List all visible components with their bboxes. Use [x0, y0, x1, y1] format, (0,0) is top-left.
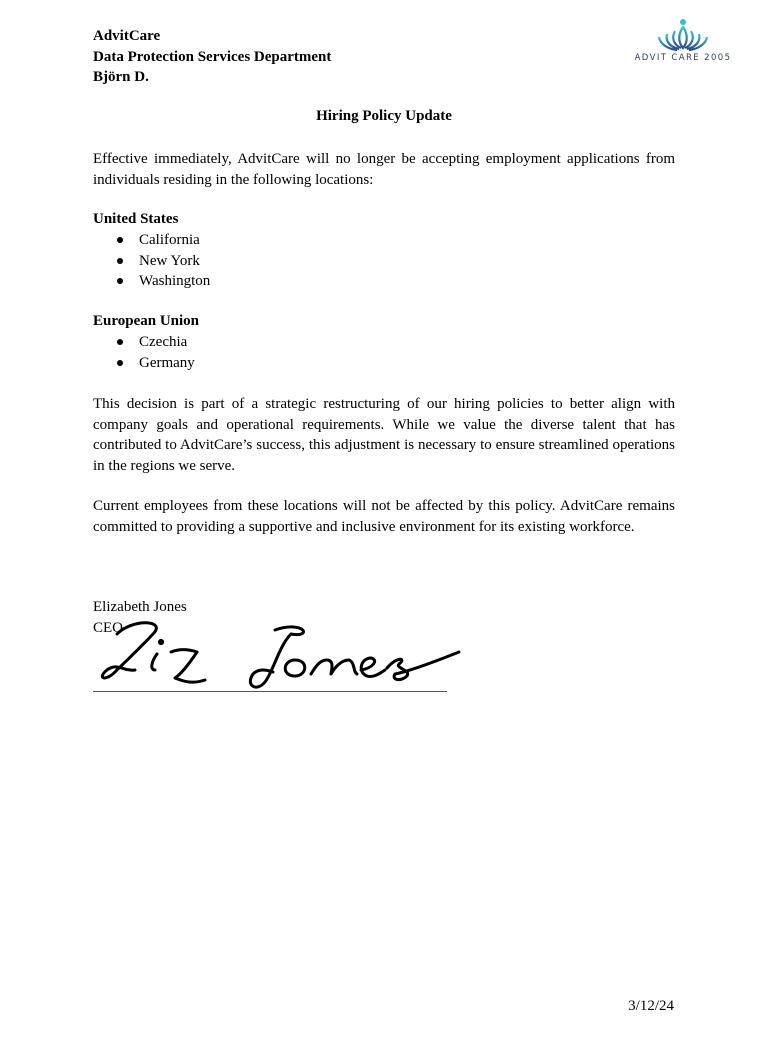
list-item: Czechia — [93, 332, 195, 353]
handwritten-signature — [95, 612, 465, 692]
logo-text: ADVIT CARE 2005 — [634, 53, 732, 63]
list-item: Washington — [93, 271, 210, 292]
sender-block — [93, 26, 331, 88]
body-paragraph: Current employees from these locations will not be affected by this policy. AdvitCare remains committed to providing a supportive and inclusive environment for its existing workforce. — [93, 498, 675, 535]
region-heading: United States — [93, 211, 179, 227]
document-date: 3/12/24 — [628, 998, 674, 1014]
company-logo — [628, 18, 738, 66]
body-paragraph: This decision is part of a strategic restructuring of our hiring policies to better align with company goals and operational requirements. While we value the diverse talent that has contributed to AdvitCare’s success, this adjustment is necessary to ensure streamlined operations in the regions we serve. — [93, 396, 675, 474]
department-name: Data Protection Services Department — [93, 48, 332, 65]
signature-line — [93, 691, 447, 692]
list-item: Germany — [93, 353, 195, 374]
intro-paragraph: Effective immediately, AdvitCare will no longer be accepting employment applications from individuals residing in the following locations: — [93, 151, 675, 188]
company-name: AdvitCare — [93, 28, 161, 44]
list-item: New York — [93, 251, 210, 272]
author-name: Björn D. — [93, 69, 149, 85]
signer-role: CEO — [93, 619, 123, 636]
location-list — [93, 332, 195, 373]
list-item: California — [93, 230, 210, 251]
location-list — [93, 230, 210, 292]
lotus-icon — [653, 18, 713, 52]
region-heading: European Union — [93, 313, 200, 329]
document-title: Hiring Policy Update — [316, 108, 452, 124]
signer-name: Elizabeth Jones — [93, 599, 187, 615]
